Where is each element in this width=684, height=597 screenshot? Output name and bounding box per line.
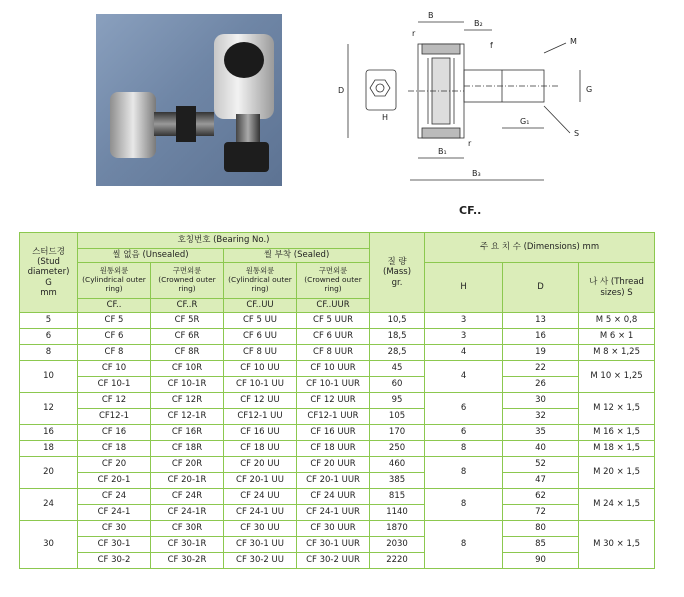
cell-cfr: CF 5R <box>151 313 224 329</box>
technical-drawing <box>330 8 630 198</box>
dim-label-r: r <box>412 29 416 38</box>
cell-d: 62 <box>503 489 579 505</box>
cell-mass: 170 <box>370 425 425 441</box>
cell-cfuu: CF 30 UU <box>224 521 297 537</box>
header-crowned-outer-ring-sealed: 구면외륜 (Crowned outer ring) <box>297 263 370 299</box>
cell-cf: CF 12 <box>78 393 151 409</box>
cell-cfr: CF 10R <box>151 361 224 377</box>
cell-cf: CF 24 <box>78 489 151 505</box>
cell-cfuur: CF 20 UUR <box>297 457 370 473</box>
cell-d: 85 <box>503 537 579 553</box>
cell-cfuu: CF 30-2 UU <box>224 553 297 569</box>
dim-label-m: M <box>570 37 577 46</box>
cell-cfuur: CF 16 UUR <box>297 425 370 441</box>
cell-d: 22 <box>503 361 579 377</box>
dim-label-b2: B₂ <box>474 19 483 28</box>
cell-cfr: CF 30-2R <box>151 553 224 569</box>
hex-nut-image <box>224 142 269 172</box>
header-mass: 질 량 (Mass) gr. <box>370 233 425 313</box>
cell-cf: CF 18 <box>78 441 151 457</box>
cell-d: 32 <box>503 409 579 425</box>
cell-mass: 815 <box>370 489 425 505</box>
cell-mass: 105 <box>370 409 425 425</box>
cell-cfuu: CF 16 UU <box>224 425 297 441</box>
cell-cfr: CF 30-1R <box>151 537 224 553</box>
cell-thread: M 20 × 1,5 <box>579 457 655 489</box>
cell-cf: CF 20-1 <box>78 473 151 489</box>
table-row <box>20 489 655 505</box>
cell-cfuur: CF 5 UUR <box>297 313 370 329</box>
cell-mass: 18,5 <box>370 329 425 345</box>
cell-cf: CF 30 <box>78 521 151 537</box>
cell-cfr: CF 6R <box>151 329 224 345</box>
cell-thread: M 24 × 1,5 <box>579 489 655 521</box>
cell-d: 19 <box>503 345 579 361</box>
cell-cfuu: CF 20-1 UU <box>224 473 297 489</box>
cell-stud-diameter: 16 <box>20 425 78 441</box>
cell-cfr: CF 12-1R <box>151 409 224 425</box>
header-code-cfuur: CF..UUR <box>297 299 370 313</box>
cell-cfuu: CF 18 UU <box>224 441 297 457</box>
dim-label-b1: B₁ <box>438 147 447 156</box>
cell-d: 80 <box>503 521 579 537</box>
cell-mass: 460 <box>370 457 425 473</box>
cell-cf: CF12-1 <box>78 409 151 425</box>
front-view <box>366 70 396 110</box>
cell-mass: 60 <box>370 377 425 393</box>
dim-label-s: S <box>574 129 580 138</box>
cell-cfr: CF 12R <box>151 393 224 409</box>
cell-cfuu: CF 10 UU <box>224 361 297 377</box>
cell-mass: 10,5 <box>370 313 425 329</box>
cell-stud-diameter: 30 <box>20 521 78 569</box>
table-row <box>20 313 655 329</box>
cell-mass: 2030 <box>370 537 425 553</box>
cell-cf: CF 24-1 <box>78 505 151 521</box>
table-row <box>20 441 655 457</box>
header-code-cfuu: CF..UU <box>224 299 297 313</box>
cell-mass: 385 <box>370 473 425 489</box>
cell-cfuu: CF 12 UU <box>224 393 297 409</box>
table-row <box>20 329 655 345</box>
cell-h: 8 <box>425 521 503 569</box>
cell-h: 8 <box>425 457 503 489</box>
cell-thread: M 10 × 1,25 <box>579 361 655 393</box>
header-bearing-no: 호칭번호 (Bearing No.) <box>78 233 370 249</box>
cell-cfr: CF 24-1R <box>151 505 224 521</box>
header-d: D <box>503 263 579 313</box>
cell-mass: 2220 <box>370 553 425 569</box>
cell-cfuu: CF 10-1 UU <box>224 377 297 393</box>
cell-cf: CF 30-2 <box>78 553 151 569</box>
cell-cfuur: CF 18 UUR <box>297 441 370 457</box>
cell-h: 6 <box>425 393 503 425</box>
dim-label-g: G <box>586 85 593 94</box>
drawing-caption: CF.. <box>459 204 482 217</box>
header-cyl-outer-ring-sealed: 원통외륜 (Cylindrical outer ring) <box>224 263 297 299</box>
cell-cfuu: CF 5 UU <box>224 313 297 329</box>
table-row <box>20 425 655 441</box>
cell-cfuur: CF 6 UUR <box>297 329 370 345</box>
cell-thread: M 8 × 1,25 <box>579 345 655 361</box>
cell-mass: 45 <box>370 361 425 377</box>
dim-label-d: D <box>338 86 345 95</box>
header-cyl-outer-ring: 원통외륜 (Cylindrical outer ring) <box>78 263 151 299</box>
cell-thread: M 30 × 1,5 <box>579 521 655 569</box>
header-h: H <box>425 263 503 313</box>
cell-mass: 95 <box>370 393 425 409</box>
table-row <box>20 473 655 489</box>
header-stud-diameter: 스터드경 (Stud diameter) G mm <box>20 233 78 313</box>
header-dimensions: 주 요 치 수 (Dimensions) mm <box>425 233 655 263</box>
table-row <box>20 553 655 569</box>
cam-follower-bearing-image <box>214 34 274 119</box>
cell-cfuu: CF 6 UU <box>224 329 297 345</box>
cell-d: 90 <box>503 553 579 569</box>
cell-cfuu: CF 24 UU <box>224 489 297 505</box>
cell-cfuur: CF 8 UUR <box>297 345 370 361</box>
cell-stud-diameter: 24 <box>20 489 78 521</box>
cell-cfuur: CF 10-1 UUR <box>297 377 370 393</box>
header-sealed: 씰 부착 (Sealed) <box>224 249 370 263</box>
cell-d: 40 <box>503 441 579 457</box>
dim-label-b3: B₃ <box>472 169 481 178</box>
cell-d: 35 <box>503 425 579 441</box>
cell-mass: 1870 <box>370 521 425 537</box>
cell-cfuur: CF 24 UUR <box>297 489 370 505</box>
dim-label-g1: G₁ <box>520 117 530 126</box>
dim-label-r2: r <box>468 139 472 148</box>
dim-label-f: f <box>490 41 493 50</box>
cell-cfr: CF 20-1R <box>151 473 224 489</box>
cell-cf: CF 30-1 <box>78 537 151 553</box>
header-crowned-outer-ring: 구면외륜 (Crowned outer ring) <box>151 263 224 299</box>
product-photo <box>96 14 282 186</box>
dim-label-b: B <box>428 11 434 20</box>
header-code-cf: CF.. <box>78 299 151 313</box>
cell-cfuur: CF 30 UUR <box>297 521 370 537</box>
table-row <box>20 393 655 409</box>
cell-cfuur: CF12-1 UUR <box>297 409 370 425</box>
cell-h: 3 <box>425 313 503 329</box>
cell-cfr: CF 30R <box>151 521 224 537</box>
cell-thread: M 5 × 0,8 <box>579 313 655 329</box>
table-row <box>20 409 655 425</box>
cell-cfr: CF 18R <box>151 441 224 457</box>
table-row <box>20 457 655 473</box>
cell-mass: 250 <box>370 441 425 457</box>
cell-h: 6 <box>425 425 503 441</box>
cell-cfr: CF 16R <box>151 425 224 441</box>
cell-stud-diameter: 12 <box>20 393 78 425</box>
cell-cf: CF 10 <box>78 361 151 377</box>
cell-mass: 1140 <box>370 505 425 521</box>
cell-d: 26 <box>503 377 579 393</box>
header-code-cfr: CF..R <box>151 299 224 313</box>
cell-thread: M 16 × 1,5 <box>579 425 655 441</box>
cell-mass: 28,5 <box>370 345 425 361</box>
cell-cfr: CF 24R <box>151 489 224 505</box>
cell-h: 4 <box>425 345 503 361</box>
cell-cfuu: CF 30-1 UU <box>224 537 297 553</box>
cell-cfuur: CF 20-1 UUR <box>297 473 370 489</box>
cell-thread: M 18 × 1,5 <box>579 441 655 457</box>
header-unsealed: 씰 없음 (Unsealed) <box>78 249 224 263</box>
spec-table-body <box>20 313 655 569</box>
cell-h: 3 <box>425 329 503 345</box>
cell-thread: M 6 × 1 <box>579 329 655 345</box>
cell-thread: M 12 × 1,5 <box>579 393 655 425</box>
cell-cfr: CF 20R <box>151 457 224 473</box>
cell-cfuu: CF 20 UU <box>224 457 297 473</box>
cell-d: 13 <box>503 313 579 329</box>
table-row <box>20 521 655 537</box>
cell-d: 16 <box>503 329 579 345</box>
cell-cfuur: CF 30-2 UUR <box>297 553 370 569</box>
cell-stud-diameter: 10 <box>20 361 78 393</box>
cell-cf: CF 5 <box>78 313 151 329</box>
cell-h: 8 <box>425 489 503 521</box>
cell-cf: CF 20 <box>78 457 151 473</box>
cell-d: 72 <box>503 505 579 521</box>
cell-stud-diameter: 20 <box>20 457 78 489</box>
cell-h: 8 <box>425 441 503 457</box>
table-row <box>20 345 655 361</box>
cell-d: 52 <box>503 457 579 473</box>
table-row <box>20 361 655 377</box>
cell-stud-diameter: 18 <box>20 441 78 457</box>
spec-table <box>19 232 655 569</box>
cell-h: 4 <box>425 361 503 393</box>
cell-cf: CF 6 <box>78 329 151 345</box>
cell-stud-diameter: 8 <box>20 345 78 361</box>
cell-cfuur: CF 10 UUR <box>297 361 370 377</box>
cell-cfuu: CF12-1 UU <box>224 409 297 425</box>
cell-cfr: CF 10-1R <box>151 377 224 393</box>
cell-d: 30 <box>503 393 579 409</box>
cell-stud-diameter: 5 <box>20 313 78 329</box>
cell-d: 47 <box>503 473 579 489</box>
cell-stud-diameter: 6 <box>20 329 78 345</box>
table-row <box>20 377 655 393</box>
cell-cfuur: CF 30-1 UUR <box>297 537 370 553</box>
dim-label-h: H <box>382 113 389 122</box>
cell-cfuur: CF 24-1 UUR <box>297 505 370 521</box>
table-row <box>20 537 655 553</box>
header-thread: 나 사 (Thread sizes) S <box>579 263 655 313</box>
cell-cf: CF 10-1 <box>78 377 151 393</box>
cell-cf: CF 16 <box>78 425 151 441</box>
cell-cfuur: CF 12 UUR <box>297 393 370 409</box>
cam-follower-bearing-image <box>110 92 156 158</box>
cell-cf: CF 8 <box>78 345 151 361</box>
cell-cfr: CF 8R <box>151 345 224 361</box>
cell-cfuu: CF 8 UU <box>224 345 297 361</box>
table-row <box>20 505 655 521</box>
cell-cfuu: CF 24-1 UU <box>224 505 297 521</box>
